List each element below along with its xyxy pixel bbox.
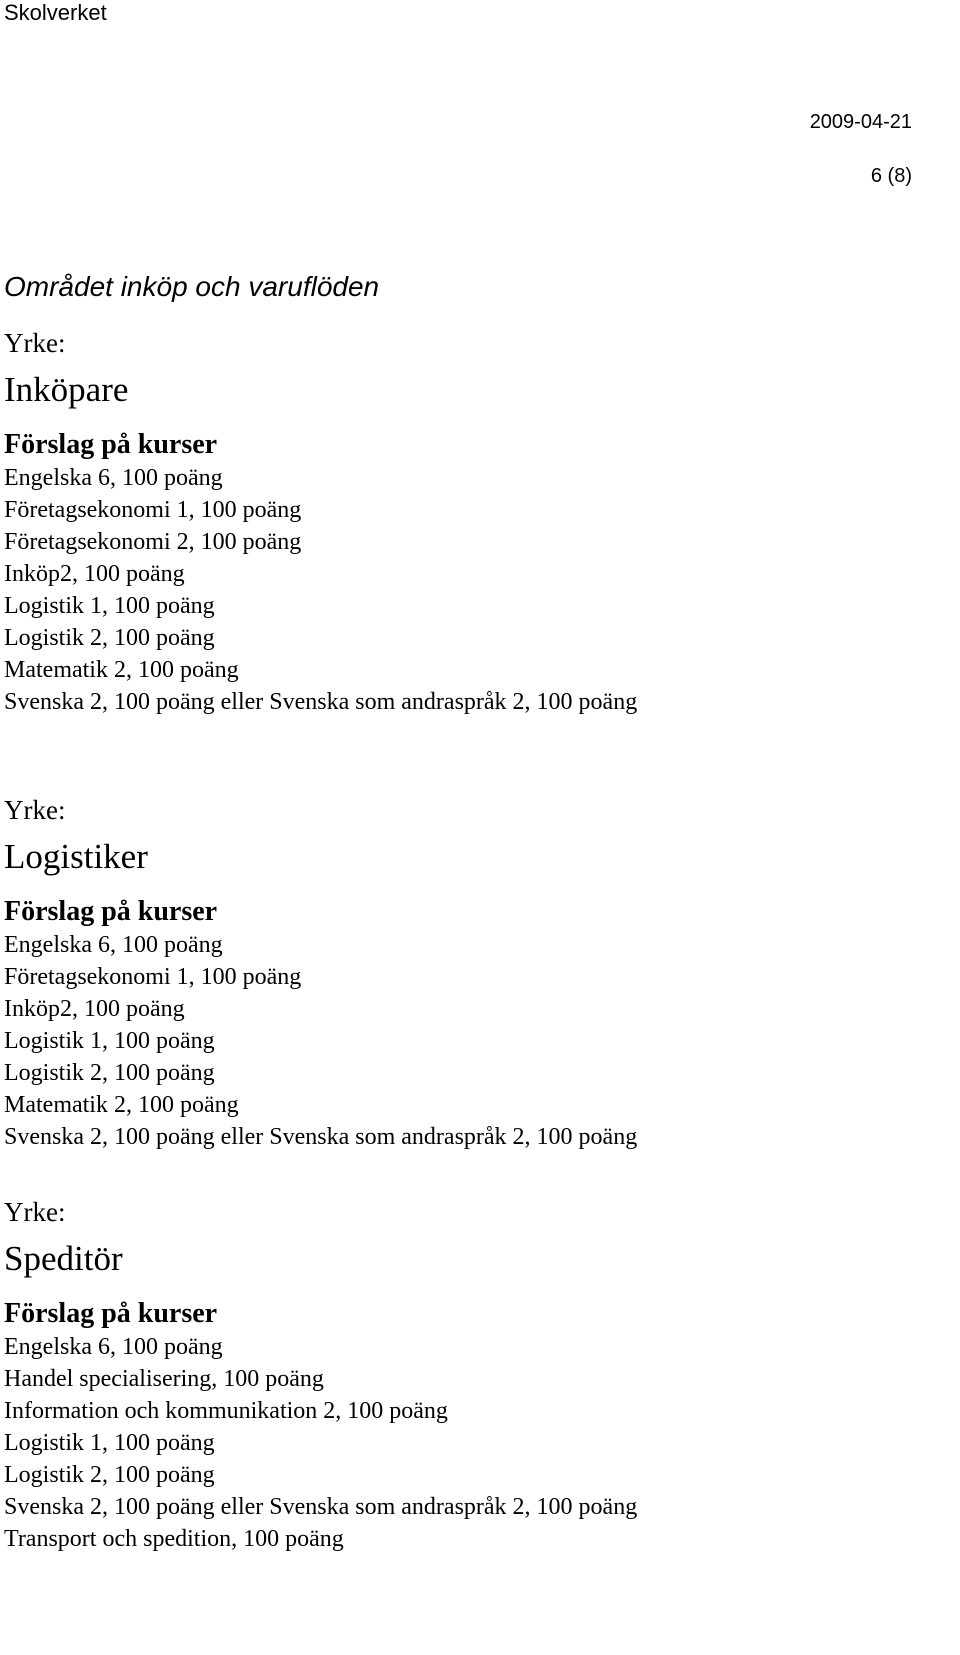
occupation-section-inkopare xyxy=(4,326,637,718)
occupation-label: Yrke: xyxy=(4,328,66,358)
course-item: Information och kommunikation 2, 100 poäng xyxy=(4,1398,448,1424)
course-item: Handel specialisering, 100 poäng xyxy=(4,1366,324,1392)
course-item: Logistik 1, 100 poäng xyxy=(4,593,215,619)
course-item: Företagsekonomi 2, 100 poäng xyxy=(4,529,302,555)
courses-heading: Förslag på kurser xyxy=(4,429,218,460)
course-item: Matematik 2, 100 poäng xyxy=(4,657,239,683)
course-list xyxy=(4,929,637,1153)
course-item: Inköp2, 100 poäng xyxy=(4,996,185,1022)
course-item: Engelska 6, 100 poäng xyxy=(4,1334,223,1360)
occupation-name: Logistiker xyxy=(4,837,148,876)
course-item: Svenska 2, 100 poäng eller Svenska som andraspråk 2, 100 poäng xyxy=(4,1124,638,1150)
course-list xyxy=(4,1331,637,1555)
course-item: Logistik 2, 100 poäng xyxy=(4,1462,215,1488)
course-item: Inköp2, 100 poäng xyxy=(4,561,185,587)
occupation-label: Yrke: xyxy=(4,795,66,825)
course-item: Svenska 2, 100 poäng eller Svenska som andraspråk 2, 100 poäng xyxy=(4,689,638,715)
course-item: Svenska 2, 100 poäng eller Svenska som andraspråk 2, 100 poäng xyxy=(4,1494,638,1520)
occupation-section-speditor xyxy=(4,1195,637,1555)
course-item: Företagsekonomi 1, 100 poäng xyxy=(4,964,302,990)
course-item: Matematik 2, 100 poäng xyxy=(4,1092,239,1118)
course-item: Logistik 2, 100 poäng xyxy=(4,625,215,651)
course-item: Transport och spedition, 100 poäng xyxy=(4,1526,344,1552)
occupation-label: Yrke: xyxy=(4,1197,66,1227)
course-item: Engelska 6, 100 poäng xyxy=(4,465,223,491)
occupation-section-logistiker xyxy=(4,793,637,1153)
course-item: Logistik 2, 100 poäng xyxy=(4,1060,215,1086)
courses-heading: Förslag på kurser xyxy=(4,1298,218,1329)
courses-heading: Förslag på kurser xyxy=(4,896,218,927)
course-item: Logistik 1, 100 poäng xyxy=(4,1028,215,1054)
occupation-name: Inköpare xyxy=(4,370,129,409)
document-date: 2009-04-21 xyxy=(809,111,912,133)
area-title: Området inköp och varuflöden xyxy=(4,271,380,302)
course-item: Företagsekonomi 1, 100 poäng xyxy=(4,497,302,523)
occupation-name: Speditör xyxy=(4,1239,123,1278)
course-item: Engelska 6, 100 poäng xyxy=(4,932,223,958)
course-item: Logistik 1, 100 poäng xyxy=(4,1430,215,1456)
course-list xyxy=(4,462,637,718)
page-number: 6 (8) xyxy=(870,165,912,187)
organization-name: Skolverket xyxy=(4,0,107,25)
